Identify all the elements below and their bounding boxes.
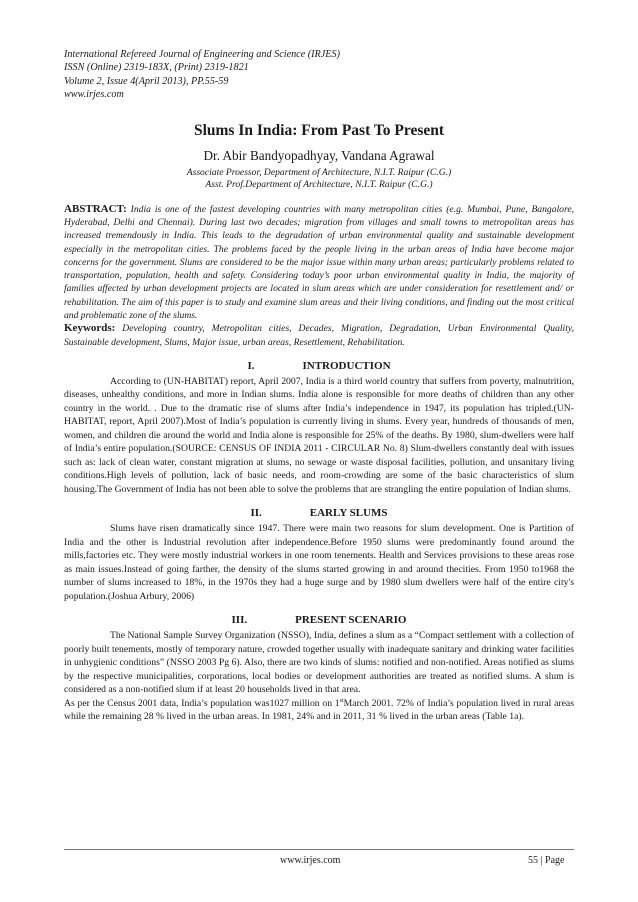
section-heading	[64, 613, 574, 627]
section-number: II.	[250, 507, 262, 520]
section-introduction	[64, 359, 574, 497]
section-present-scenario	[64, 613, 574, 724]
journal-url: www.irjes.com	[64, 89, 124, 101]
census-superscript: st	[339, 697, 344, 704]
affiliation-2: Asst. Prof.Department of Architecture, N.I.T. Raipur (C.G.)	[205, 179, 433, 191]
affiliation-1: Associate Proessor, Department of Architecture, N.I.T. Raipur (C.G.)	[186, 166, 452, 178]
section-title: EARLY SLUMS	[309, 507, 388, 520]
section-early-slums	[64, 506, 574, 603]
keywords-text: Developing country, Metropolitan cities, Decades, Migration, Degradation, Urban Environmental Quality, Sustainable development, Slums, Major issue, urban areas, Resettlement, Rehabilitation.	[64, 323, 574, 348]
paragraph: According to (UN-HABITAT) report, April 2007, India is a third world country that suffers from poverty, malnutrition, diseases, unhealthy conditions, and more in Indian slums. India alone is responsible for more deaths of children than any other country in the world. . Due to the dramatic rise of slums after India’s independence in 1947, its population has tripled.(UN-HABITAT, report, April 2007).Most of India’s population is currently living in slums. Every year, hundreds of thousands of men, women, and children die around the world and India alone is responsible for 25% of the deaths. By 1980, slum-dwellers were half of India’s entire population.(SOURCE: CENSUS OF INDIA 2011 - CIRCULAR No. 8) Slum-dwellers constantly deal with issues such as: lack of clean water, constant migration at slums, no sewage or waste disposal facilities, pollution, and unsanitary living conditions.High levels of pollution, lack of basic needs, and room-crowding are some of the basic characteristics of slum housing.The Government of India has not been able to solve the problems that are strangling the entire population of Indian slums.	[64, 375, 574, 495]
journal-header	[64, 48, 574, 102]
keywords-label: Keywords:	[64, 322, 116, 335]
section-title: INTRODUCTION	[302, 359, 391, 372]
keywords	[64, 322, 574, 349]
section-number: III.	[231, 614, 248, 627]
section-heading	[64, 359, 574, 373]
paragraph: The National Sample Survey Organization (NSSO), India, defines a slum as a “Compact settlement with a collection of poorly built tenements, mostly of temporary nature, crowded together usually with inadequate sanitary and drinking water facilities in unhygienic conditions” (NSSO 2003 Pg 6). Also, there are two kinds of slums: notified and non-notified. Areas notified as slums by the respective municipalities, corporations, local bodies or development authorities are treated as notified slums. A slum is considered as a non-notified slum if at least 20 households lived in that area.	[64, 630, 574, 696]
footer-url: www.irjes.com	[280, 855, 341, 866]
census-paragraph	[64, 697, 574, 724]
footer-divider	[64, 849, 574, 850]
paper-authors: Dr. Abir Bandyopadhyay, Vandana Agrawal	[203, 147, 435, 163]
census-text-before: As per the Census 2001 data, India’s population was1027 million on 1	[64, 697, 340, 709]
paper-title: Slums In India: From Past To Present	[193, 121, 445, 139]
footer-page-number: 55 | Page	[528, 855, 565, 866]
paper-page	[64, 48, 574, 724]
section-heading	[64, 506, 574, 520]
abstract-text: India is one of the fastest developing countries with many metropolitan cities (e.g. Mumbai, Pune, Bangalore, Hyderabad, Delhi and Chennai). During last two decades; migration from villages and small towns to metropolitan areas has increased tremendously in India. This leads to the degradation of urban environmental quality and sustainable development especially in the metropolitan cities. The problems faced by the people living in the urban areas of India have become major concerns for the government. Slums are considered to be the major issue within many urban areas; particularly problems related to transportation, population, health and safety. Considering today’s poor urban environmental quality in India, the majority of families affected by urban development projects are located in slum areas which are under consideration for resettlement and/ or rehabilitation. The aim of this paper is to study and examine slum areas and their living conditions, and finding out the most critical and problematic zone of the slums.	[64, 203, 574, 321]
paragraph: Slums have risen dramatically since 1947. There were main two reasons for slum development. One is Partition of India and the other is Industrial revolution after independence.Before 1950 slums were predominantly found around the mills,factories etc. They were mostly industrial workers in one room tenements. Health and Services provisions to these areas rose as main issues.Instead of going farther, the density of the slums started growing in and around thecities. From 1950 to1968 the number of slums increased to 18%, in the 1970s they had a huge surge and by 1980 slum dwellers were half of the entire city's population.(Joshua Arbury, 2006)	[64, 523, 574, 602]
census-text-after: March 2001. 72% of India’s population lived in rural areas while the remaining 28 % lived in the urban areas. In 1981, 24% and in 2011, 31 % lived in the urban areas (Table 1a).	[64, 697, 574, 723]
abstract	[64, 203, 574, 323]
abstract-label: ABSTRACT:	[64, 202, 127, 215]
journal-issn: ISSN (Online) 2319-183X, (Print) 2319-1821	[64, 62, 249, 74]
section-number: I.	[247, 359, 255, 372]
section-title: PRESENT SCENARIO	[295, 614, 407, 627]
journal-volume: Volume 2, Issue 4(April 2013), PP.55-59	[64, 75, 229, 87]
journal-name: International Refereed Journal of Engineering and Science (IRJES)	[64, 49, 341, 60]
